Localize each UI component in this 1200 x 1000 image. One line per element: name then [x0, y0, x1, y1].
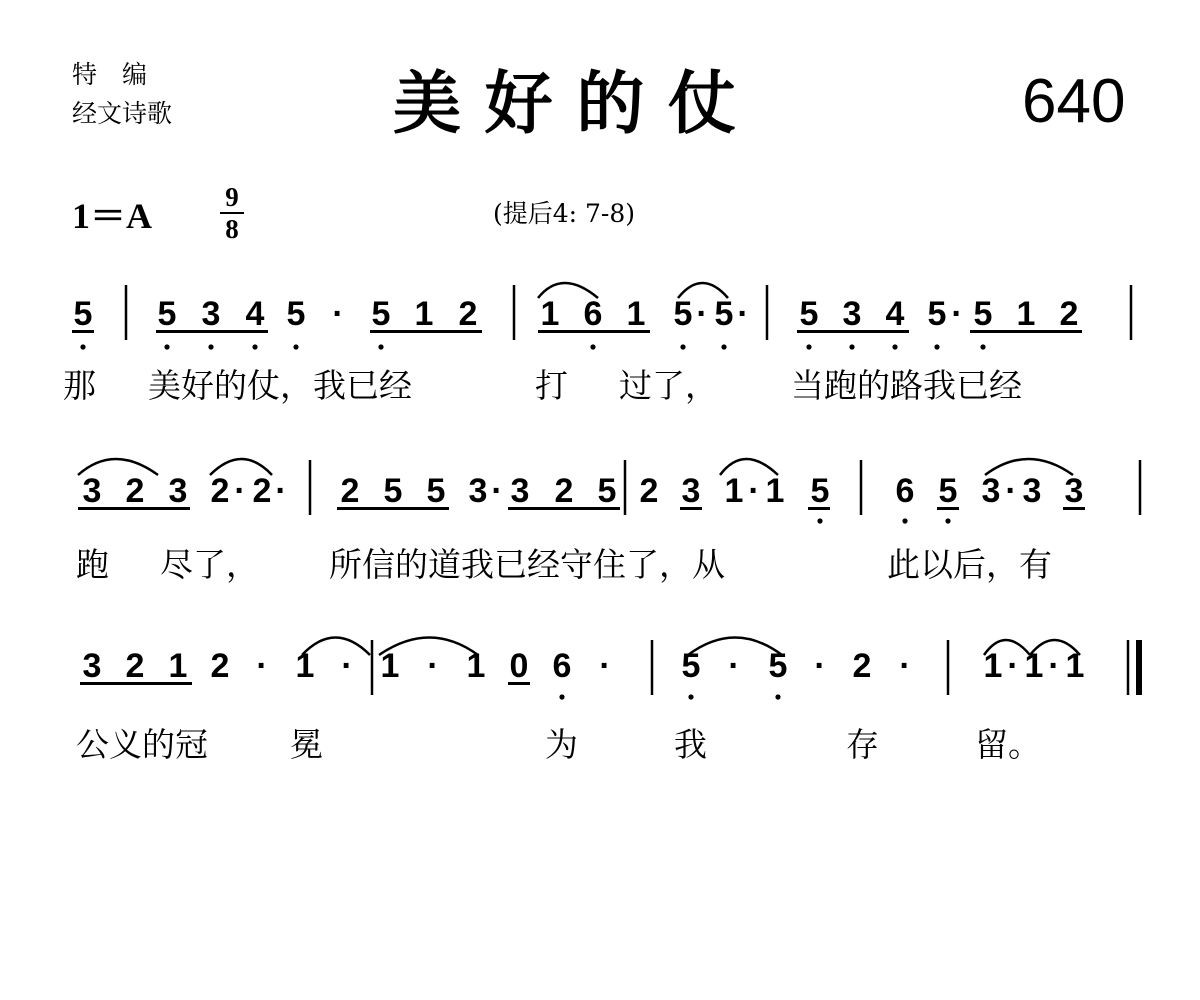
duration-dot: · [491, 472, 503, 510]
note: 6 [552, 647, 572, 685]
duration-dot: · [814, 647, 826, 685]
note: 2 [125, 472, 145, 510]
note: 2 [1059, 295, 1079, 333]
note: 2 [125, 647, 145, 685]
note: 3 [842, 295, 862, 333]
note: 4 [885, 295, 905, 333]
lyric-phrase: 美好的仗，我已经 [148, 366, 412, 405]
lyric-syllable: 跑 [76, 545, 109, 584]
note: 5 [768, 647, 788, 685]
note: 1 [380, 647, 400, 685]
note: 5 [73, 295, 93, 333]
time-signature-bottom: 8 [225, 214, 239, 244]
note: 3 [82, 647, 102, 685]
note: 6 [583, 295, 603, 333]
duration-dot: · [737, 295, 749, 333]
note: 2 [554, 472, 574, 510]
final-barline-thick [1136, 640, 1142, 695]
note: 3 [981, 472, 1001, 510]
octave-dot [559, 694, 564, 699]
note: 3 [82, 472, 102, 510]
note: 5 [973, 295, 993, 333]
note: 5 [426, 472, 446, 510]
note: 5 [799, 295, 819, 333]
lyric-syllable: 我 [674, 725, 707, 764]
lyric-syllable: 那 [63, 366, 96, 405]
lyric-syllable: 打 [535, 366, 568, 405]
note: 3 [1022, 472, 1042, 510]
note: 1 [540, 295, 560, 333]
note: 4 [245, 295, 265, 333]
duration-dot: · [332, 295, 344, 333]
duration-dot: · [1007, 647, 1019, 685]
category-label-line2: 经文诗歌 [72, 99, 173, 128]
note: 2 [252, 472, 272, 510]
octave-dot [934, 344, 939, 349]
song-title: 美 好 的 仗 [393, 65, 737, 144]
note: 1 [1065, 647, 1085, 685]
octave-dot [817, 518, 822, 523]
time-signature-top: 9 [225, 182, 239, 212]
duration-dot: · [899, 647, 911, 685]
octave-dot [980, 344, 985, 349]
note: 3 [510, 472, 530, 510]
note: 1 [414, 295, 434, 333]
octave-dot [775, 694, 780, 699]
note: 5 [938, 472, 958, 510]
duration-dot: · [234, 472, 246, 510]
note: 2 [210, 647, 230, 685]
duration-dot: · [696, 295, 708, 333]
note: 3 [168, 472, 188, 510]
lyric-phrase: 公义的冠 [76, 725, 208, 764]
duration-dot: · [748, 472, 760, 510]
note: 6 [895, 472, 915, 510]
octave-dot [849, 344, 854, 349]
note: 5 [810, 472, 830, 510]
octave-dot [721, 344, 726, 349]
duration-dot: · [951, 295, 963, 333]
lyric-phrase: 尽了， [160, 545, 259, 584]
note: 3 [468, 472, 488, 510]
hymn-number: 640 [1022, 67, 1126, 136]
note: 5 [673, 295, 693, 333]
note: 5 [714, 295, 734, 333]
duration-dot: · [1005, 472, 1017, 510]
duration-dot: · [427, 647, 439, 685]
duration-dot: · [599, 647, 611, 685]
octave-dot [164, 344, 169, 349]
lyric-phrase: 此以后，有 [887, 545, 1052, 584]
note: 3 [681, 472, 701, 510]
note: 3 [201, 295, 221, 333]
note: 5 [597, 472, 617, 510]
scripture-reference: (提后4: 7-8) [493, 199, 636, 228]
octave-dot [378, 344, 383, 349]
note: 1 [295, 647, 315, 685]
octave-dot [892, 344, 897, 349]
note: 1 [626, 295, 646, 333]
note: 1 [1024, 647, 1044, 685]
note: 2 [639, 472, 659, 510]
note: 3 [1064, 472, 1084, 510]
note: 2 [458, 295, 478, 333]
octave-dot [590, 344, 595, 349]
note: 2 [210, 472, 230, 510]
lyric-phrase: 所信的道我已经守住了，从 [329, 545, 725, 584]
lyric-phrase: 过了， [619, 366, 718, 405]
duration-dot: · [728, 647, 740, 685]
duration-dot: · [256, 647, 268, 685]
octave-dot [252, 344, 257, 349]
duration-dot: · [1048, 647, 1060, 685]
octave-dot [688, 694, 693, 699]
octave-dot [945, 518, 950, 523]
note: 1 [1016, 295, 1036, 333]
note: 5 [286, 295, 306, 333]
note: 5 [927, 295, 947, 333]
duration-dot: · [275, 472, 287, 510]
note: 5 [157, 295, 177, 333]
lyric-syllable: 冕 [290, 725, 323, 764]
lyric-syllable: 为 [545, 725, 578, 764]
octave-dot [293, 344, 298, 349]
note: 1 [724, 472, 744, 510]
note: 1 [466, 647, 486, 685]
category-label-line1: 特 编 [72, 60, 148, 89]
key-signature: 1＝A [72, 196, 152, 236]
octave-dot [208, 344, 213, 349]
note: 5 [383, 472, 403, 510]
octave-dot [806, 344, 811, 349]
octave-dot [80, 344, 85, 349]
note: 5 [681, 647, 701, 685]
octave-dot [902, 518, 907, 523]
lyric-phrase: 当跑的路我已经 [791, 366, 1022, 405]
note: 1 [765, 472, 785, 510]
lyric-syllable: 存 [846, 725, 879, 764]
octave-dot [680, 344, 685, 349]
note: 5 [371, 295, 391, 333]
note: 2 [340, 472, 360, 510]
duration-dot: · [341, 647, 353, 685]
note: 2 [852, 647, 872, 685]
note: 1 [168, 647, 188, 685]
note: 0 [509, 647, 529, 685]
lyric-syllable: 留。 [975, 725, 1041, 764]
note: 1 [983, 647, 1003, 685]
